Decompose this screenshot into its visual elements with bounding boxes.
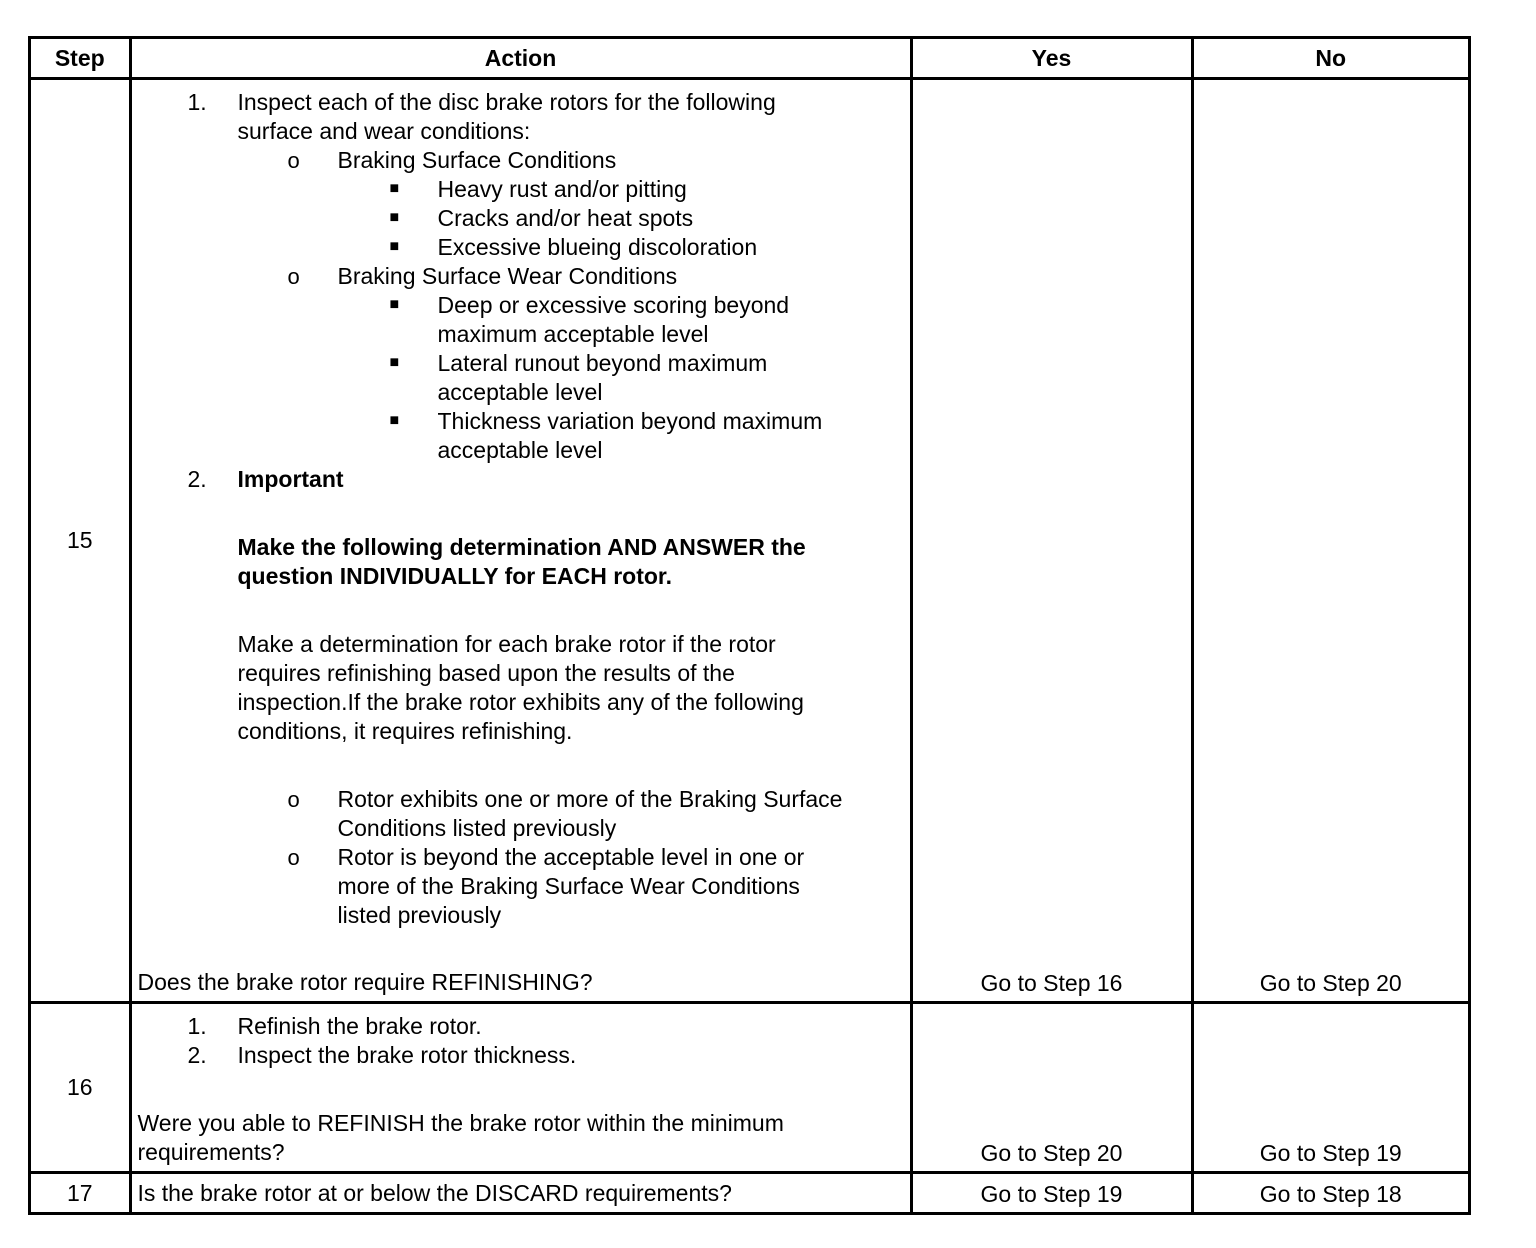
bold-note-continued: question INDIVIDUALLY for EACH rotor. xyxy=(237,563,672,589)
bullet-item: ■ Heavy rust and/or pitting xyxy=(389,176,687,202)
list-item: 2. Inspect the brake rotor thickness. xyxy=(187,1042,577,1068)
condition-item-continued: more of the Braking Surface Wear Conditions xyxy=(337,873,800,899)
list-item: 2. Important xyxy=(187,466,344,492)
condition-item: o Rotor exhibits one or more of the Braking Surface xyxy=(287,786,843,812)
sub-list-item: o Braking Surface Conditions xyxy=(287,147,617,173)
bullet-item: ■ Cracks and/or heat spots xyxy=(389,205,694,231)
action-cell xyxy=(130,79,911,1003)
paragraph-line: inspection.If the brake rotor exhibits any of the following xyxy=(237,689,804,715)
table-row-step-16 xyxy=(31,1003,1468,1173)
list-item-continued: surface and wear conditions: xyxy=(237,118,531,144)
header-step: Step xyxy=(31,39,130,79)
header-yes: Yes xyxy=(911,39,1192,79)
condition-item: o Rotor is beyond the acceptable level in one or xyxy=(287,844,805,870)
table-row-step-15 xyxy=(31,79,1468,1003)
paragraph-line: requires refinishing based upon the results of the xyxy=(237,660,735,686)
header-row xyxy=(31,39,1468,79)
header-action: Action xyxy=(130,39,911,79)
bold-note: Make the following determination AND ANSWER the xyxy=(237,534,806,560)
important-label: Important xyxy=(237,466,344,492)
question-continued: requirements? xyxy=(137,1139,285,1165)
diagnostic-table-frame xyxy=(28,36,1471,1215)
no-answer: Go to Step 20 xyxy=(1192,79,1468,1003)
diagnostic-table xyxy=(31,39,1468,1212)
action-cell: Is the brake rotor at or below the DISCARD requirements? xyxy=(130,1173,911,1213)
sub-list-item: o Braking Surface Wear Conditions xyxy=(287,263,678,289)
step-number: 16 xyxy=(31,1003,130,1173)
bullet-item-continued: acceptable level xyxy=(437,379,603,405)
yes-answer: Go to Step 19 xyxy=(911,1173,1192,1213)
table-row-step-17 xyxy=(31,1173,1468,1213)
condition-item-continued: Conditions listed previously xyxy=(337,815,617,841)
question: Were you able to REFINISH the brake rotor within the minimum xyxy=(137,1110,784,1136)
condition-item-continued: listed previously xyxy=(337,902,502,928)
no-answer: Go to Step 19 xyxy=(1192,1003,1468,1173)
paragraph-line: conditions, it requires refinishing. xyxy=(237,718,573,744)
list-item: 1. Refinish the brake rotor. xyxy=(187,1013,482,1039)
bullet-item: ■ Excessive blueing discoloration xyxy=(389,234,758,260)
yes-answer: Go to Step 16 xyxy=(911,79,1192,1003)
bullet-item: ■ Deep or excessive scoring beyond xyxy=(389,292,790,318)
bullet-item-continued: maximum acceptable level xyxy=(437,321,709,347)
no-answer: Go to Step 18 xyxy=(1192,1173,1468,1213)
bullet-item: ■ Lateral runout beyond maximum xyxy=(389,350,768,376)
action-cell xyxy=(130,1003,911,1173)
paragraph-line: Make a determination for each brake rotor if the rotor xyxy=(237,631,776,657)
list-item: 1. Inspect each of the disc brake rotors for the following xyxy=(187,89,776,115)
bullet-item-continued: acceptable level xyxy=(437,437,603,463)
question: Does the brake rotor require REFINISHING? xyxy=(137,969,593,995)
header-no: No xyxy=(1192,39,1468,79)
step-number: 15 xyxy=(31,79,130,1003)
bullet-item: ■ Thickness variation beyond maximum xyxy=(389,408,823,434)
yes-answer: Go to Step 20 xyxy=(911,1003,1192,1173)
step-number: 17 xyxy=(31,1173,130,1213)
